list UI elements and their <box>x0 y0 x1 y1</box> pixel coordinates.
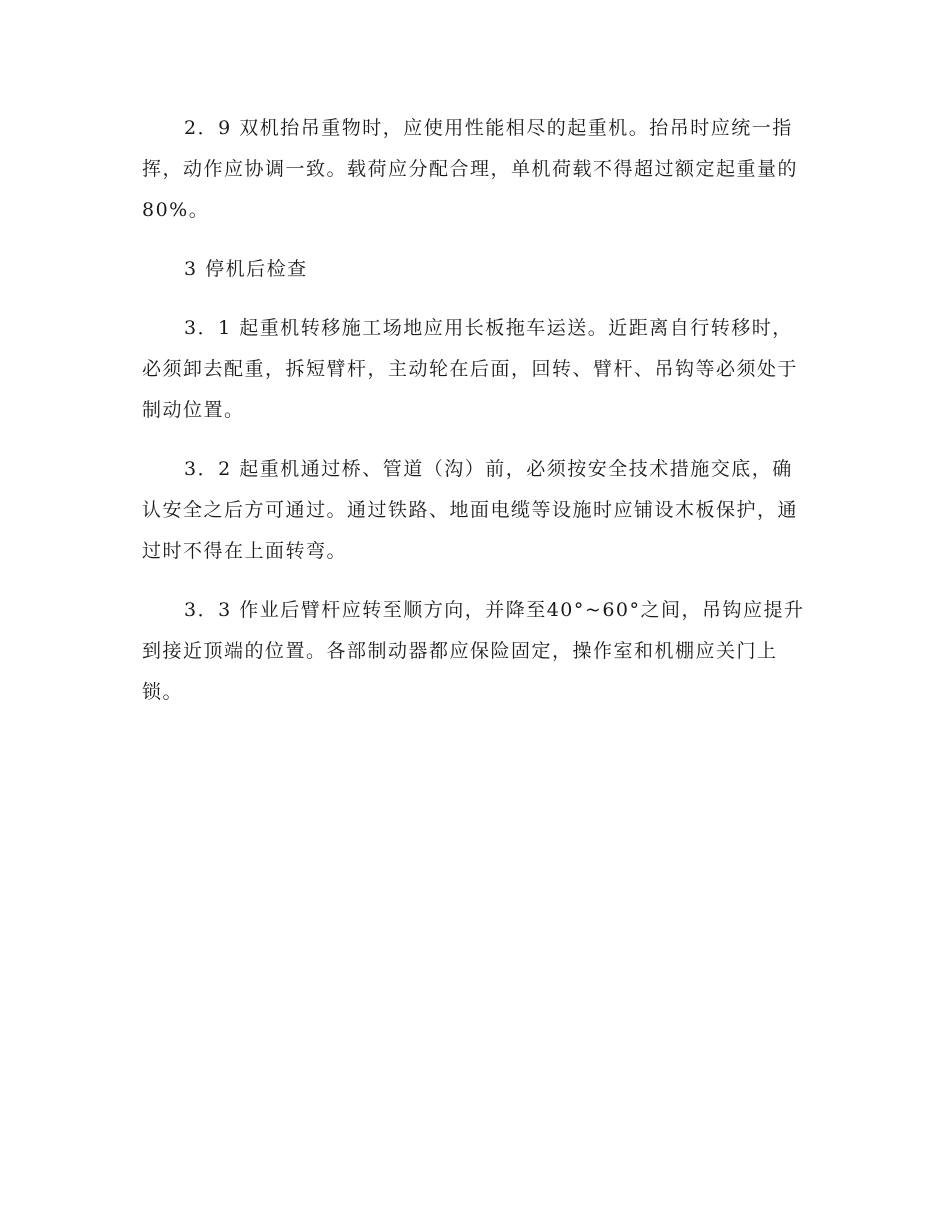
section-heading-3: 3 停机后检查 <box>184 258 308 280</box>
paragraph-3-1: 3．1 起重机转移施工场地应用长板拖车运送。近距离自行转移时，必须卸去配重，拆短臂杆，主动轮在后面，回转、臂杆、吊钩等必须处于制动位置。 <box>142 317 799 421</box>
paragraph-3-3: 3．3 作业后臂杆应转至顺方向，并降至40°~60°之间，吊钩应提升到接近顶端的位置。各部制动器都应保险固定，操作室和机棚应关门上锁。 <box>142 599 805 703</box>
document-body <box>142 108 810 731</box>
paragraph-2-9: 2．9 双机抬吊重物时，应使用性能相尽的起重机。抬吊时应统一指挥，动作应协调一致。载荷应分配合理，单机荷载不得超过额定起重量的80%。 <box>142 117 799 221</box>
paragraph-3-2: 3．2 起重机通过桥、管道（沟）前，必须按安全技术措施交底，确认安全之后方可通过。通过铁路、地面电缆等设施时应铺设木板保护，通过时不得在上面转弯。 <box>142 458 799 562</box>
